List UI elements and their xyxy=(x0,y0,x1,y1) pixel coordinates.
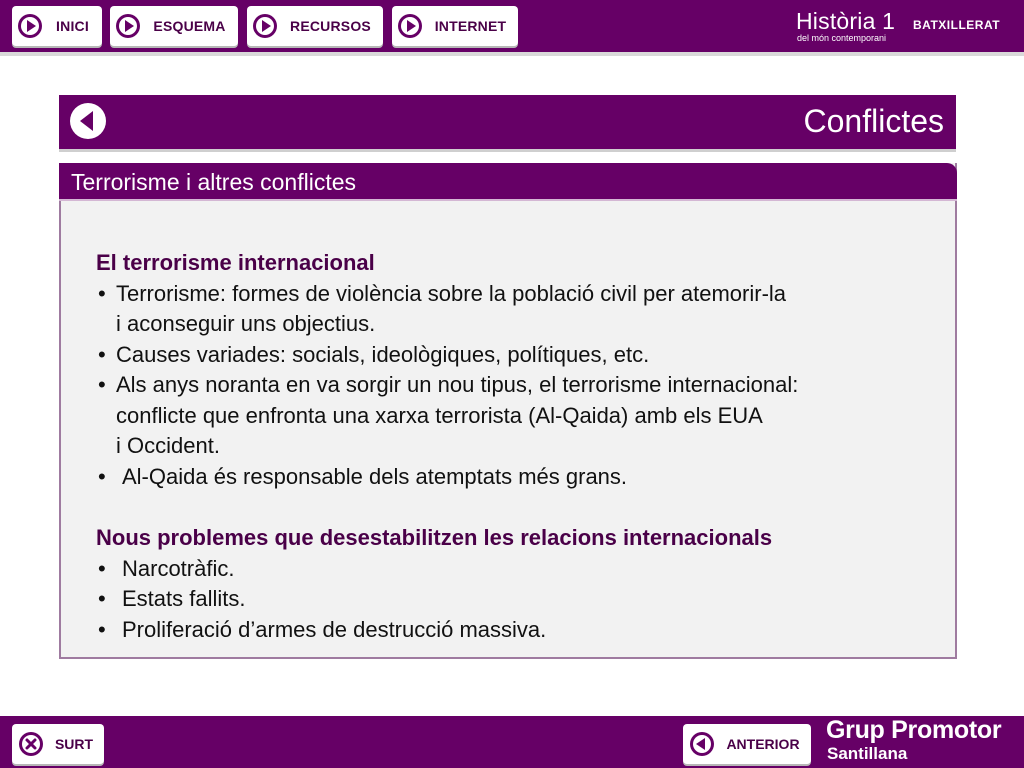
list-item-line: Terrorisme: formes de violència sobre la població civil per atemorir-la xyxy=(116,280,787,306)
nav-button-inici[interactable] xyxy=(12,6,102,46)
list-item xyxy=(96,279,936,340)
nav-button-recursos[interactable] xyxy=(247,6,383,46)
bullet-icon: • xyxy=(98,463,106,489)
back-arrow-icon xyxy=(689,731,715,757)
list-item-line: Als anys noranta en va sorgir un nou tipus, el terrorisme internacional: xyxy=(116,372,799,397)
list-item-line: Narcotràfic. xyxy=(122,555,235,581)
spacer xyxy=(96,492,936,523)
list-item xyxy=(96,370,936,462)
play-icon xyxy=(252,13,278,39)
list-item-line: conflicte que enfronta una xarxa terrorista (Al-Qaida) amb els EUA xyxy=(116,402,763,428)
list-item-line: Estats fallits. xyxy=(122,586,246,611)
exit-button[interactable] xyxy=(12,724,104,764)
bullet-icon: • xyxy=(98,372,106,397)
bullet-icon: • xyxy=(98,616,106,642)
bullet-icon: • xyxy=(98,341,106,367)
list-item-line: i aconseguir uns objectius. xyxy=(116,311,376,336)
close-icon xyxy=(18,731,44,757)
publisher-logo: Grup Promotor xyxy=(826,716,1002,744)
back-arrow-icon[interactable] xyxy=(69,102,107,140)
bullet-icon: • xyxy=(98,280,106,306)
section-heading: El terrorisme internacional xyxy=(96,250,375,275)
top-bar-divider xyxy=(0,52,1024,56)
nav-button-esquema[interactable] xyxy=(110,6,238,46)
panel-header xyxy=(59,163,957,201)
brand-tag: BATXILLERAT xyxy=(913,18,1001,32)
panel-header-title: Terrorisme i altres conflictes xyxy=(71,169,357,195)
panel-content xyxy=(96,248,936,645)
list-item-line: Proliferació d’armes de destrucció massiva. xyxy=(122,616,547,642)
list-item xyxy=(96,615,936,646)
publisher-logo-sub: Santillana xyxy=(827,744,908,763)
nav-button-label: ESQUEMA xyxy=(153,18,226,34)
list-item xyxy=(96,584,936,615)
list-item xyxy=(96,554,936,585)
play-icon xyxy=(397,13,423,39)
section-heading: Nous problemes que desestabilitzen les relacions internacionals xyxy=(96,525,773,550)
list-item xyxy=(96,462,936,493)
page-title-bar xyxy=(59,95,956,149)
brand-subtitle: del món contemporani xyxy=(797,33,887,43)
list-item-line: Al-Qaida és responsable dels atemptats més grans. xyxy=(122,463,628,489)
play-icon xyxy=(115,13,141,39)
nav-button-internet[interactable] xyxy=(392,6,518,46)
list-item-line: Causes variades: socials, ideològiques, polítiques, etc. xyxy=(116,341,650,367)
bullet-icon: • xyxy=(98,555,106,581)
previous-button-label: ANTERIOR xyxy=(726,736,800,752)
nav-button-label: INTERNET xyxy=(434,18,507,34)
brand-title: Història 1 xyxy=(796,8,896,34)
play-icon xyxy=(17,13,43,39)
previous-button[interactable] xyxy=(683,724,811,764)
bullet-icon: • xyxy=(98,586,106,611)
list-item-line: i Occident. xyxy=(116,433,220,458)
nav-button-label: RECURSOS xyxy=(290,18,371,34)
exit-button-label: SURT xyxy=(54,736,94,752)
page-title: Conflictes xyxy=(803,103,944,139)
nav-button-label: INICI xyxy=(56,18,89,34)
list-item xyxy=(96,340,936,371)
